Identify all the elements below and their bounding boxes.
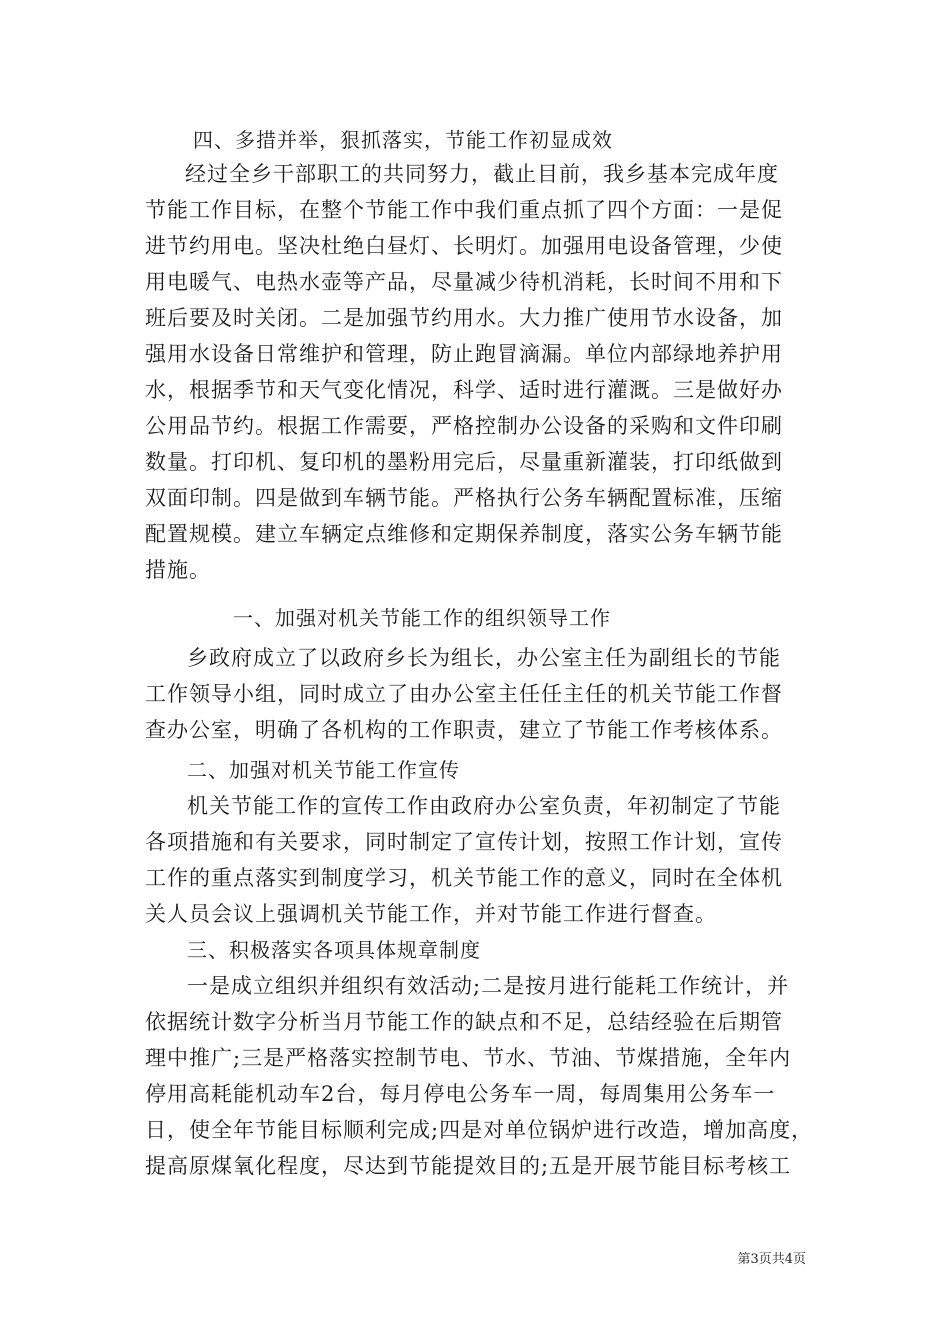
paragraph-line: 节能工作目标，在整个节能工作中我们重点抓了四个方面：一是促 (145, 198, 783, 222)
paragraph-line: 关人员会议上强调机关节能工作，并对节能工作进行督查。 (145, 902, 717, 926)
paragraph-line: 一是成立组织并组织有效活动;二是按月进行能耗工作统计，并 (187, 974, 790, 998)
paragraph-line: 提高原煤氧化程度，尽达到节能提效目的;五是开展节能目标考核工 (145, 1154, 792, 1178)
paragraph-line: 公用品节约。根据工作需要，严格控制办公设备的采购和文件印刷 (145, 414, 783, 438)
paragraph-line: 经过全乡干部职工的共同努力，截止目前，我乡基本完成年度 (185, 162, 779, 186)
paragraph-line: 数量。打印机、复印机的墨粉用完后，尽量重新灌装，打印纸做到 (145, 450, 783, 474)
section-heading-1: 一、加强对机关节能工作的组织领导工作 (233, 606, 611, 630)
paragraph-line: 日，使全年节能目标顺利完成;四是对单位锅炉进行改造，增加高度， (145, 1118, 814, 1142)
section-heading-4: 四、多措并举，狠抓落实，节能工作初显成效 (193, 128, 613, 152)
paragraph-line: 用电暖气、电热水壶等产品，尽量减少待机消耗，长时间不用和下 (145, 270, 783, 294)
page-number-footer: 第3页共4页 (737, 1252, 806, 1267)
paragraph-line: 机关节能工作的宣传工作由政府办公室负责，年初制定了节能 (187, 794, 781, 818)
paragraph-line: 停用高耗能机动车2台，每月停电公务车一周，每周集用公务车一 (145, 1082, 776, 1106)
paragraph-line: 查办公室，明确了各机构的工作职责，建立了节能工作考核体系。 (145, 718, 783, 742)
paragraph-line: 各项措施和有关要求，同时制定了宣传计划，按照工作计划，宣传 (145, 830, 783, 854)
paragraph-line: 水，根据季节和天气变化情况，科学、适时进行灌溉。三是做好办 (145, 378, 783, 402)
paragraph-line: 班后要及时关闭。二是加强节约用水。大力推广使用节水设备，加 (145, 306, 783, 330)
paragraph-line: 双面印制。四是做到车辆节能。严格执行公务车辆配置标准，压缩 (145, 486, 783, 510)
paragraph-line: 强用水设备日常维护和管理，防止跑冒滴漏。单位内部绿地养护用 (145, 342, 783, 366)
paragraph-line: 进节约用电。坚决杜绝白昼灯、长明灯。加强用电设备管理，少使 (145, 234, 783, 258)
paragraph-line: 措施。 (145, 558, 211, 582)
paragraph-line: 工作领导小组，同时成立了由办公室主任任主任的机关节能工作督 (145, 682, 783, 706)
paragraph-line: 依据统计数字分析当月节能工作的缺点和不足，总结经验在后期管 (145, 1010, 783, 1034)
paragraph-line: 配置规模。建立车辆定点维修和定期保养制度，落实公务车辆节能 (145, 522, 783, 546)
section-heading-2: 二、加强对机关节能工作宣传 (187, 758, 460, 782)
section-heading-3: 三、积极落实各项具体规章制度 (187, 938, 481, 962)
paragraph-line: 工作的重点落实到制度学习，机关节能工作的意义，同时在全体机 (145, 866, 783, 890)
paragraph-line: 理中推广;三是严格落实控制节电、节水、节油、节煤措施，全年内 (145, 1046, 792, 1070)
paragraph-line: 乡政府成立了以政府乡长为组长，办公室主任为副组长的节能 (187, 646, 781, 670)
